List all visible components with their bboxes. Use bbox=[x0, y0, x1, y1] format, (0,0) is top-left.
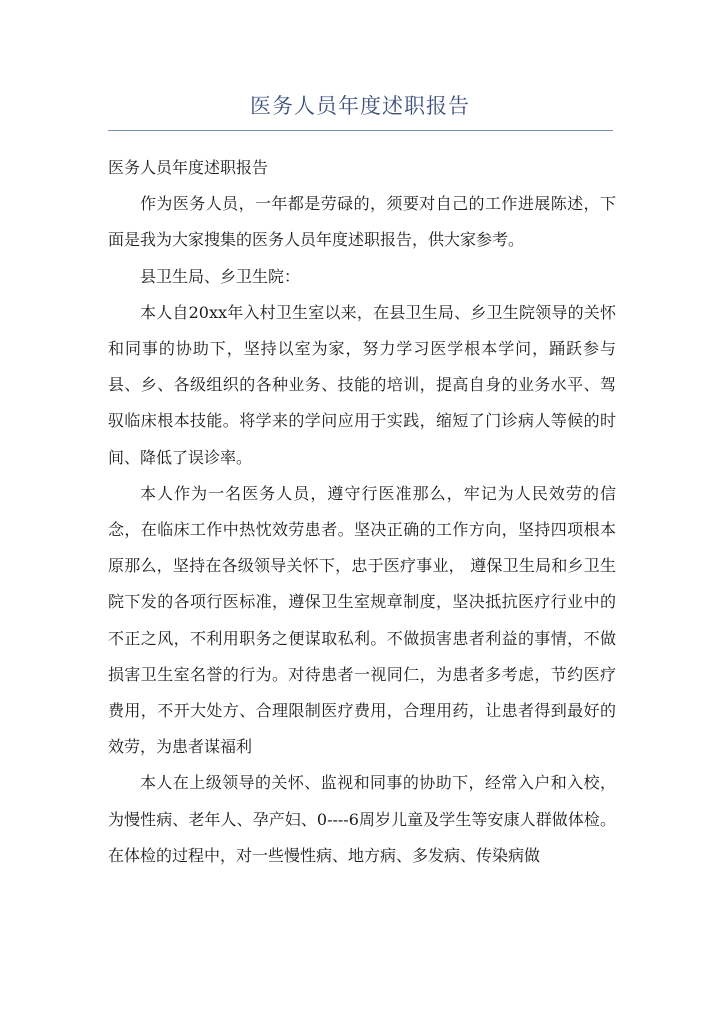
document-title: 医务人员年度述职报告 bbox=[250, 94, 470, 118]
title-divider bbox=[108, 130, 613, 131]
paragraph-heading: 医务人员年度述职报告 bbox=[108, 158, 269, 177]
paragraph-salutation: 县卫生局、乡卫生院： bbox=[140, 266, 301, 286]
paragraph-intro: 作为医务人员，一年都是劳碌的，须要对自己的工作进展陈述，下面是我为大家搜集的医务人员年度述职报告，供大家参考。 bbox=[108, 194, 616, 250]
document-body bbox=[108, 150, 616, 874]
paragraph-body-3: 本人在上级领导的关怀、监视和同事的协助下，经常入户和入校，为慢性病、老年人、孕产妇、0----6周岁儿童及学生等安康人群做体检。在体检的过程中，对一些慢性病、地方病、多发病、传染病做 bbox=[108, 773, 616, 865]
paragraph-body-2: 本人作为一名医务人员，遵守行医准那么，牢记为人民效劳的信念，在临床工作中热忱效劳患者。坚决正确的工作方向，坚持四项根本原那么，坚持在各级领导关怀下，忠于医疗事业， 遵保卫生局和乡卫生院下发的各项行医标准，遵保卫生室规章制度，坚决抵抗医疗行业中的不正之风，不利用职务之便谋取私利。不做损害患者利益的事情，不做损害卫生室名誉的行为。对待患者一视同仁，为患者多考虑，节约医疗费用，不开大处方、合理限制医疗费用，合理用药，让患者得到最好的效劳，为患者谋福利 bbox=[108, 483, 616, 757]
paragraph-body-1: 本人自20xx年入村卫生室以来，在县卫生局、乡卫生院领导的关怀和同事的协助下，坚持以室为家，努力学习医学根本学问，踊跃参与县、乡、各级组织的各种业务、技能的培训，提高自身的业务水平、驾驭临床根本技能。将学来的学问应用于实践，缩短了门诊病人等候的时间、降低了误诊率。 bbox=[108, 302, 616, 467]
